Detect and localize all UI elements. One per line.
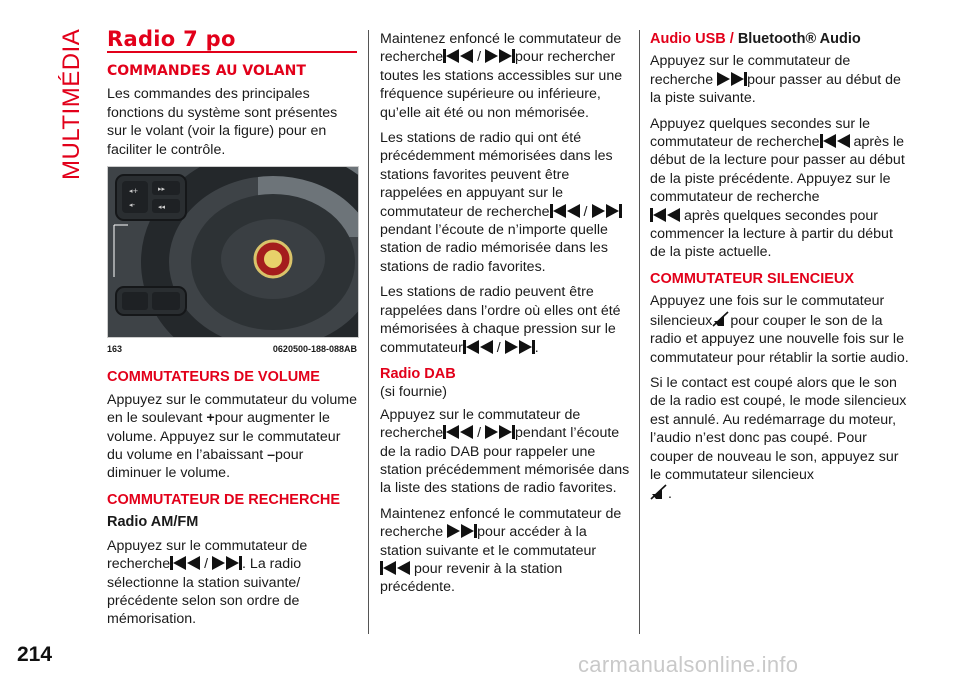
seek-forward-icon [713,72,747,86]
svg-text:◂+: ◂+ [129,187,139,196]
section-heading: COMMANDES AU VOLANT [107,63,306,80]
dab-subheading: (si fournie) [380,384,448,401]
column-divider [639,30,640,634]
volume-heading: COMMUTATEURS DE VOLUME [107,369,320,386]
paragraph: Maintenez enfoncé le commutateur de recherche pour accéder à la station suivante et le commutateur pour revenir à la station précédente. [380,505,622,596]
column-2 [380,30,630,604]
usb-heading: Audio USB / Bluetooth® Audio [650,31,861,47]
minus-symbol: – [267,447,275,464]
column-3 [650,30,910,511]
seek-forward-icon [208,556,242,570]
svg-text:▸▸: ▸▸ [158,185,166,194]
paragraph: Les stations de radio peuvent être rappelées dans l’ordre où elles ont été mémorisées à chaque pression sur le commutateur / . [380,284,621,356]
figure-caption [107,340,357,358]
seek-back-icon [463,340,497,354]
amfm-heading: Radio AM/FM [107,514,199,531]
seek-forward-icon [588,204,622,218]
paragraph: Les commandes des principales fonctions du système sont présentes sur le volant (voir la figure) pour en faciliter le contrôle. [107,86,338,158]
svg-text:◂◂: ◂◂ [158,203,166,212]
paragraph: Appuyez une fois sur le commutateur silencieux pour couper le son de la radio et appuyez une nouvelle fois sur le commutateur pour rétablir la sortie audio. [650,293,909,366]
paragraph: Appuyez sur le commutateur de recherche / . La radio sélectionne la station suivante/ précédente selon son ordre de mémorisation. [107,537,308,628]
paragraph: Appuyez quelques secondes sur le commutateur de recherche après le début de la lecture pour passer au début de la piste précédente. Appuyez sur le commutateur de recherche après quelques secondes pour commencer la lecture à partir du début de la piste actuelle. [650,115,905,261]
plus-symbol: + [206,410,215,427]
seek-back-icon [443,425,477,439]
seek-forward-icon [501,340,535,354]
seek-back-icon [650,208,684,222]
mute-icon [712,311,730,327]
dab-heading: Radio DAB [380,365,456,382]
column-1 [107,27,357,636]
paragraph: Si le contact est coupé alors que le son de la radio est coupé, le mode silencieux est annulé. Au redémarrage du moteur, l’audio n’est donc pas coupé. Pour couper de nouveau le son, appuyez sur le commutateur silencieux . [650,374,907,503]
seek-forward-icon [481,425,515,439]
side-tab [58,28,85,180]
figure-code: 0620500-188-088AB [272,344,357,355]
title-rule [107,51,357,53]
column-divider [368,30,369,634]
paragraph: Appuyez sur le commutateur du volume en le soulevant +pour augmenter le volume. Appuyez sur le commutateur du volume en l’abaissant –pour diminuer le volume. [107,391,357,482]
seek-back-icon [380,561,414,575]
mute-heading: COMMUTATEUR SILENCIEUX [650,270,855,287]
search-heading: COMMUTATEUR DE RECHERCHE [107,491,341,508]
seek-back-icon [550,204,584,218]
seek-forward-icon [443,524,477,538]
page-number: 214 [17,643,53,666]
steering-wheel-figure [107,166,359,338]
figure-number: 163 [107,344,123,355]
mute-icon [650,484,668,500]
paragraph: Maintenez enfoncé le commutateur de recherche / pour rechercher toutes les stations accessibles sur une fréquence supérieure ou inférieure, qu’elle ait été ou non mémorisée. [380,31,623,121]
seek-forward-icon [481,49,515,63]
seek-back-icon [170,556,204,570]
side-tab-label: MULTIMÉDIA [58,28,85,180]
page-title: Radio 7 po [107,27,236,51]
paragraph: Appuyez sur le commutateur de recherche pour passer au début de la piste suivante. [650,53,901,107]
steering-wheel-image [108,167,358,337]
seek-back-icon [443,49,477,63]
watermark: carmanualsonline.info [578,652,799,677]
paragraph: Les stations de radio qui ont été précédemment mémorisées dans les stations favorites peuvent être rappelées en appuyant sur le commutateur de recherche / pendant l’écoute de n’importe quelle station de radio mémorisée dans les stations de radio favorites. [380,129,630,276]
svg-text:◂-: ◂- [129,201,136,210]
seek-back-icon [820,134,854,148]
paragraph: Appuyez sur le commutateur de recherche / pendant l’écoute de la radio DAB pour rappeler une station précédemment mémorisée dans la liste des stations de radio favorites. [380,406,630,497]
